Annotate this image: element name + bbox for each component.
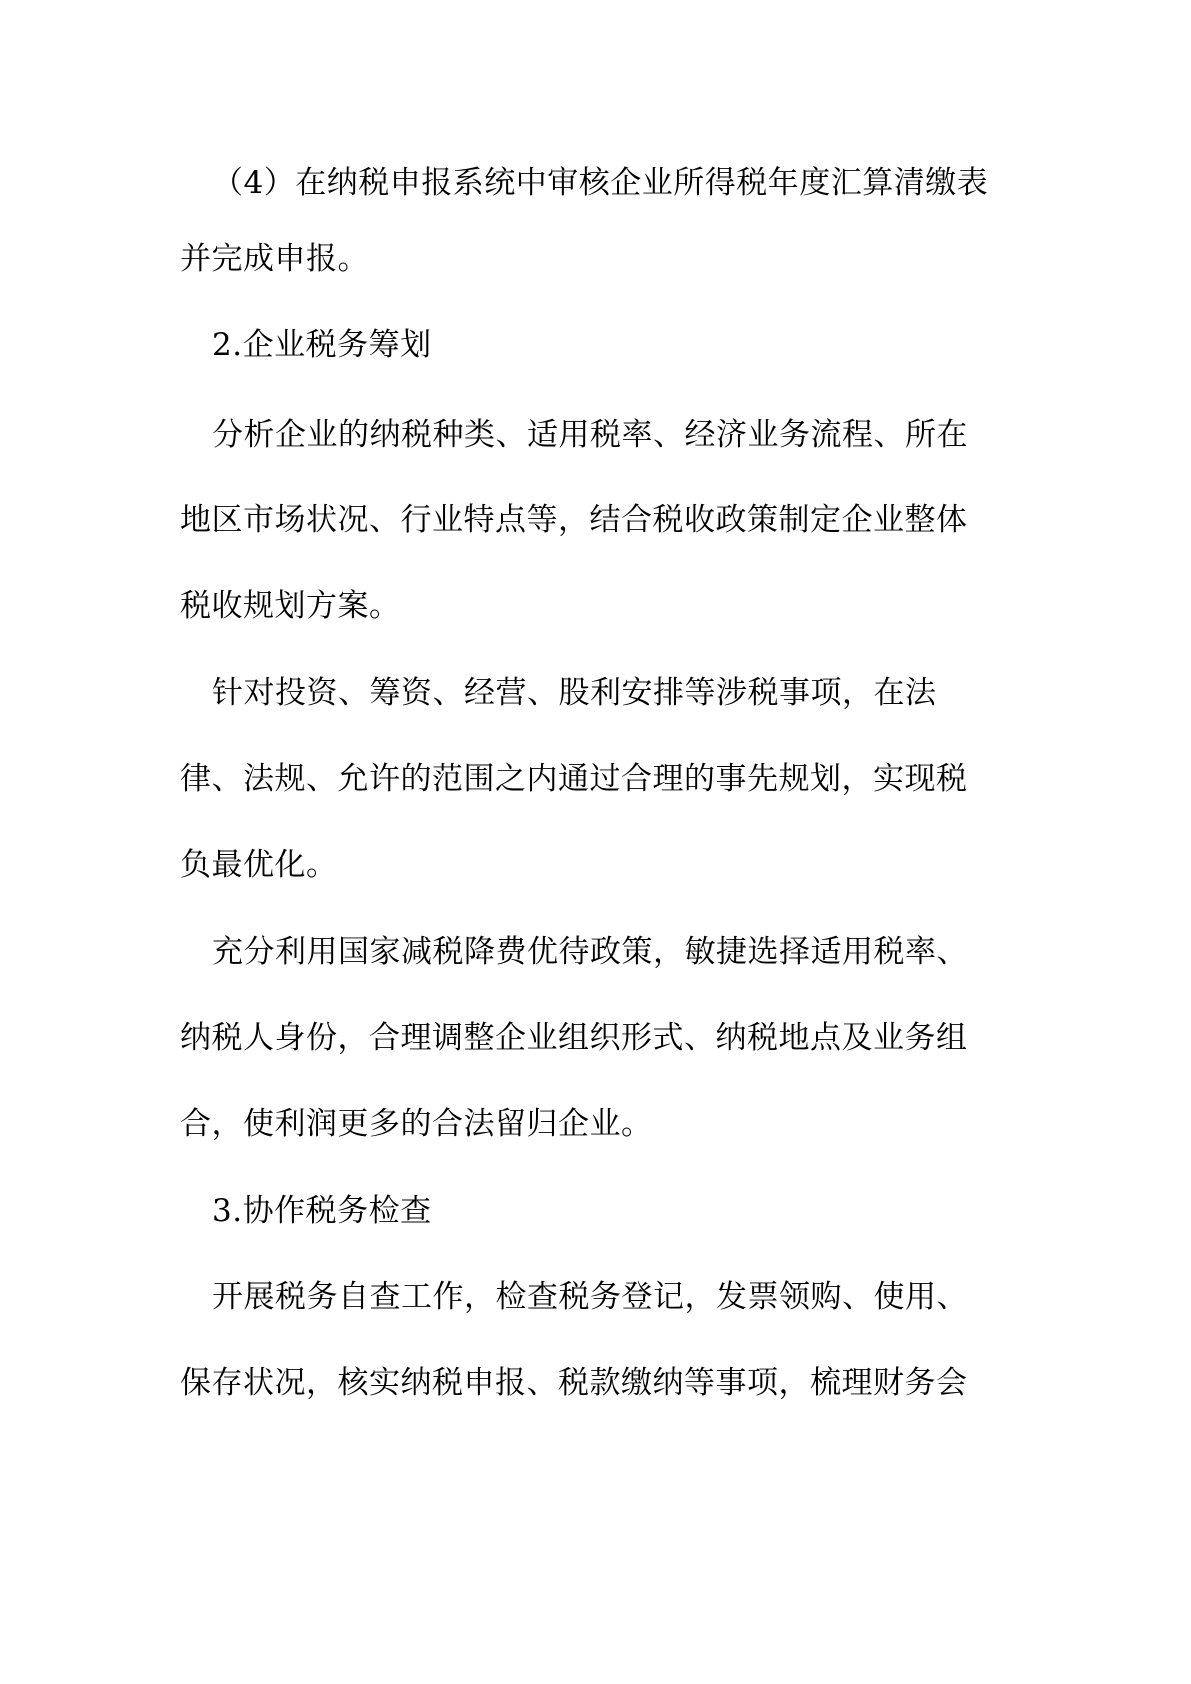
paragraph-line: 纳税人身份，合理调整企业组织形式、纳税地点及业务组: [180, 1020, 968, 1056]
paragraph-line: （4）在纳税申报系统中审核企业所得税年度汇算清缴表: [212, 165, 989, 201]
paragraph-line: 针对投资、筹资、经营、股利安排等涉税事项，在法: [212, 675, 937, 711]
paragraph-line: 开展税务自查工作，检查税务登记，发票领购、使用、: [212, 1279, 968, 1315]
paragraph-line: 充分利用国家减税降费优待政策，敏捷选择适用税率、: [212, 934, 968, 970]
section-heading: 2.企业税务筹划: [212, 327, 432, 363]
paragraph-line: 合，使利润更多的合法留归企业。: [180, 1106, 653, 1142]
paragraph-line: 地区市场状况、行业特点等，结合税收政策制定企业整体: [180, 502, 968, 538]
paragraph-line: 负最优化。: [180, 847, 338, 883]
paragraph-line: 分析企业的纳税种类、适用税率、经济业务流程、所在: [212, 417, 968, 453]
paragraph-line: 并完成申报。: [180, 241, 369, 277]
paragraph-line: 税收规划方案。: [180, 588, 401, 624]
paragraph-line: 保存状况，核实纳税申报、税款缴纳等事项，梳理财务会: [180, 1365, 968, 1401]
section-heading: 3.协作税务检查: [212, 1193, 432, 1229]
paragraph-line: 律、法规、允许的范围之内通过合理的事先规划，实现税: [180, 761, 968, 797]
